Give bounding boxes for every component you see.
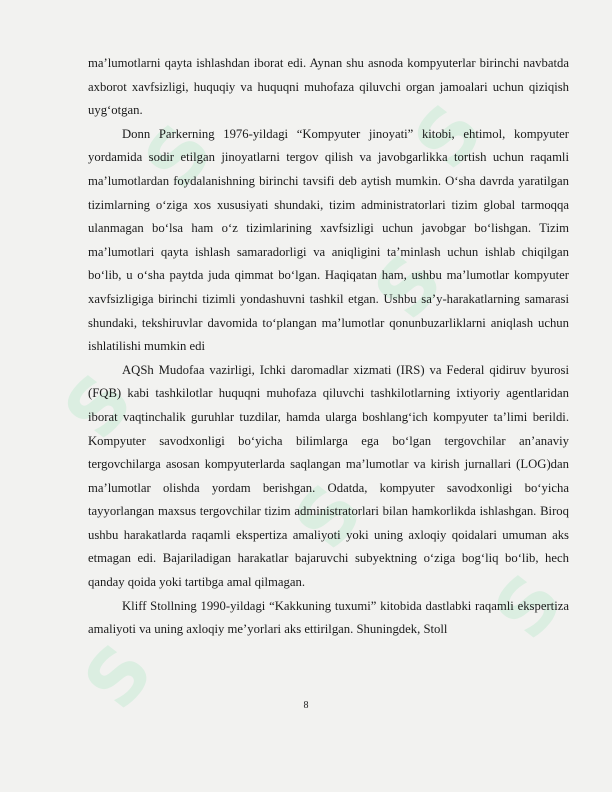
paragraph: AQSh Mudofaa vazirligi, Ichki daromadlar xizmati (IRS) va Federal qidiruv byurosi (FQB) kabi tashkilotlar huquqni muhofaza qiluvchi tashkilotlarning ixtiyoriy agentlaridan iborat vaqtinchalik guruhlar tuzdilar, hamda ularga boshlang‘ich kompyuter ta’limi berildi. Kompyuter savodxonligi bo‘yicha bilimlarga ega bo‘lgan tergovchilar an’anaviy tergovchilarga asosan kompyuterlarda saqlangan ma’lumotlar va kirish jurnallari (LOG)dan ma’lumotlar olishda yordam berishgan. Odatda, kompyuter savodxonligi bo‘yicha tayyorlangan maxsus tergovchilar tizim administratorlari bilan hamkorlikda ishlashgan. Biroq ushbu harakatlarda raqamli ekspertiza amaliyoti yoki uning axloqiy qoidalari umuman aks etmagan edi. Bajariladigan harakatlar bajaruvchi subyektning o‘ziga bog‘liq bo‘lib, hech qanday qoida yoki tartibga amal qilmagan. [88,362,569,590]
watermark-logo: S [46,353,153,456]
watermark-logo: S [276,463,383,566]
watermark-logo: S [396,83,503,186]
document-body [88,52,569,642]
page-number: 8 [303,700,309,711]
paragraph: ma’lumotlarni qayta ishlashdan iborat edi. Aynan shu asnoda kompyuterlar birinchi navbatda axborot xavfsizligi, huquqiy va huquqni muhofaza qiluvchi organ jamoalari uchun qiziqish uyg‘otgan. [88,56,569,118]
watermark-logo: S [356,233,463,336]
watermark-logo: S [126,103,233,206]
paragraph: Kliff Stollning 1990-yildagi “Kakkuning tuxumi” kitobida dastlabki raqamli ekspertiza amaliyoti va uning axloqiy me’yorlari aks ettirilgan. Shuningdek, Stoll [88,598,569,637]
paragraph: Donn Parkerning 1976-yildagi “Kompyuter jinoyati” kitobi, ehtimol, kompyuter yordamida sodir etilgan jinoyatlarni tergov qilish va javobgarlikka tortish uchun raqamli ma’lumotlardan foydalanishning birinchi tavsifi deb aytish mumkin. O‘sha davrda yaratilgan tizimlarning o‘ziga xos xususiyati shundaki, tizim administratorlari tizim global tarmoqqa ulanmagan bo‘lsa ham o‘z tizimlarining xavfsizligi uchun javobgar bo‘lishgan. Tizim ma’lumotlari qayta ishlash samaradorligi va aniqligini ta’minlash uchun ishlab chiqilgan bo‘lib, u o‘sha paytda juda qimmat bo‘lgan. Haqiqatan ham, ushbu ma’lumotlar kompyuter xavfsizligiga birinchi tizimli yondashuvni tashkil etgan. Ushbu sa’y-harakatlarning samarasi shundaki, tekshiruvlar davomida to‘plangan ma’lumotlar qonunbuzarliklarni aniqlash uchun ishlatilishi mumkin edi [88,126,569,354]
watermark-logo: S [476,553,583,656]
watermark-logo: S [66,623,173,726]
